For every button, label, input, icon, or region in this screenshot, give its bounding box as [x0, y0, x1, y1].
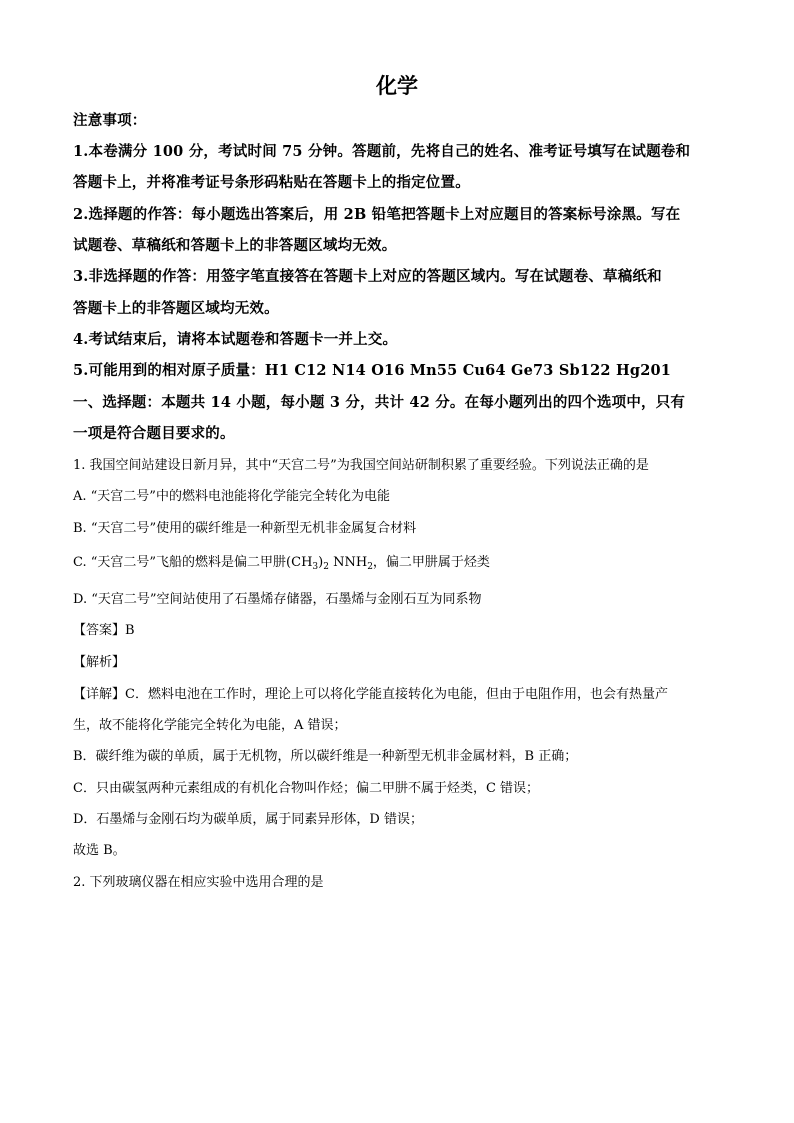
conclusion: 故选 B。	[73, 843, 126, 858]
answer-label: 【答案】B	[73, 623, 135, 638]
option-c-text-end: ，偏二甲肼属于烃类	[372, 555, 490, 570]
detail-line-4: C．只由碳氢两种元素组成的有机化合物叫作烃；偏二甲肼不属于烃类，C 错误；	[73, 781, 540, 796]
notice-item-1-cont: 答题卡上，并将准考证号条形码粘贴在答题卡上的指定位置。	[73, 174, 470, 191]
chemical-formula: $(CH_3)_2$ $NNH_2$	[286, 555, 373, 572]
section-heading: 一、选择题：本题共 14 小题，每小题 3 分，共计 42 分。在每小题列出的四个选项中，只有	[73, 394, 686, 411]
page-title: 化学	[376, 73, 418, 98]
detail-line-1: 【详解】C．燃料电池在工作时，理论上可以将化学能直接转化为电能，但由于电阻作用，也会有热量产	[73, 687, 668, 702]
analysis-label: 【解析】	[73, 655, 126, 670]
detail-line-2: 生，故不能将化学能完全转化为电能，A 错误；	[73, 718, 347, 733]
notice-item-4: 4.考试结束后，请将本试题卷和答题卡一并上交。	[73, 331, 398, 348]
section-heading-cont: 一项是符合题目要求的。	[73, 425, 235, 442]
question-1-option-a: A. “天宫二号”中的燃料电池能将化学能完全转化为电能	[73, 489, 390, 504]
question-2-stem: 2. 下列玻璃仪器在相应实验中选用合理的是	[73, 875, 324, 890]
notice-item-2-cont: 试题卷、草稿纸和答题卡上的非答题区域均无效。	[73, 237, 397, 254]
question-1-option-c	[73, 551, 490, 572]
notice-item-2: 2.选择题的作答：每小题选出答案后，用 2B 铅笔把答题卡上对应题目的答案标号涂黑。写在	[73, 206, 681, 223]
detail-line-3: B．碳纤维为碳的单质，属于无机物，所以碳纤维是一种新型无机非金属材料，B 正确；	[73, 749, 578, 764]
notice-heading: 注意事项：	[73, 112, 147, 129]
notice-item-3-cont: 答题卡上的非答题区域均无效。	[73, 300, 279, 317]
question-1-stem: 1. 我国空间站建设日新月异，其中“天宫二号”为我国空间站研制积累了重要经验。下列说法正确的是	[73, 458, 649, 473]
detail-line-5: D．石墨烯与金刚石均为碳单质，属于同素异形体，D 错误；	[73, 812, 423, 827]
notice-item-5: 5.可能用到的相对原子质量：H1 C12 N14 O16 Mn55 Cu64 Ge73 Sb122 Hg201	[73, 362, 672, 379]
question-1-option-d: D. “天宫二号”空间站使用了石墨烯存储器，石墨烯与金刚石互为同系物	[73, 592, 482, 607]
option-c-text: C. “天宫二号”飞船的燃料是偏二甲肼	[73, 555, 287, 570]
notice-item-3: 3.非选择题的作答：用签字笔直接答在答题卡上对应的答题区域内。写在试题卷、草稿纸和	[73, 268, 662, 285]
notice-item-1: 1.本卷满分 100 分，考试时间 75 分钟。答题前，先将自己的姓名、准考证号填写在试题卷和	[73, 143, 691, 160]
question-1-option-b: B. “天宫二号”使用的碳纤维是一种新型无机非金属复合材料	[73, 521, 417, 536]
